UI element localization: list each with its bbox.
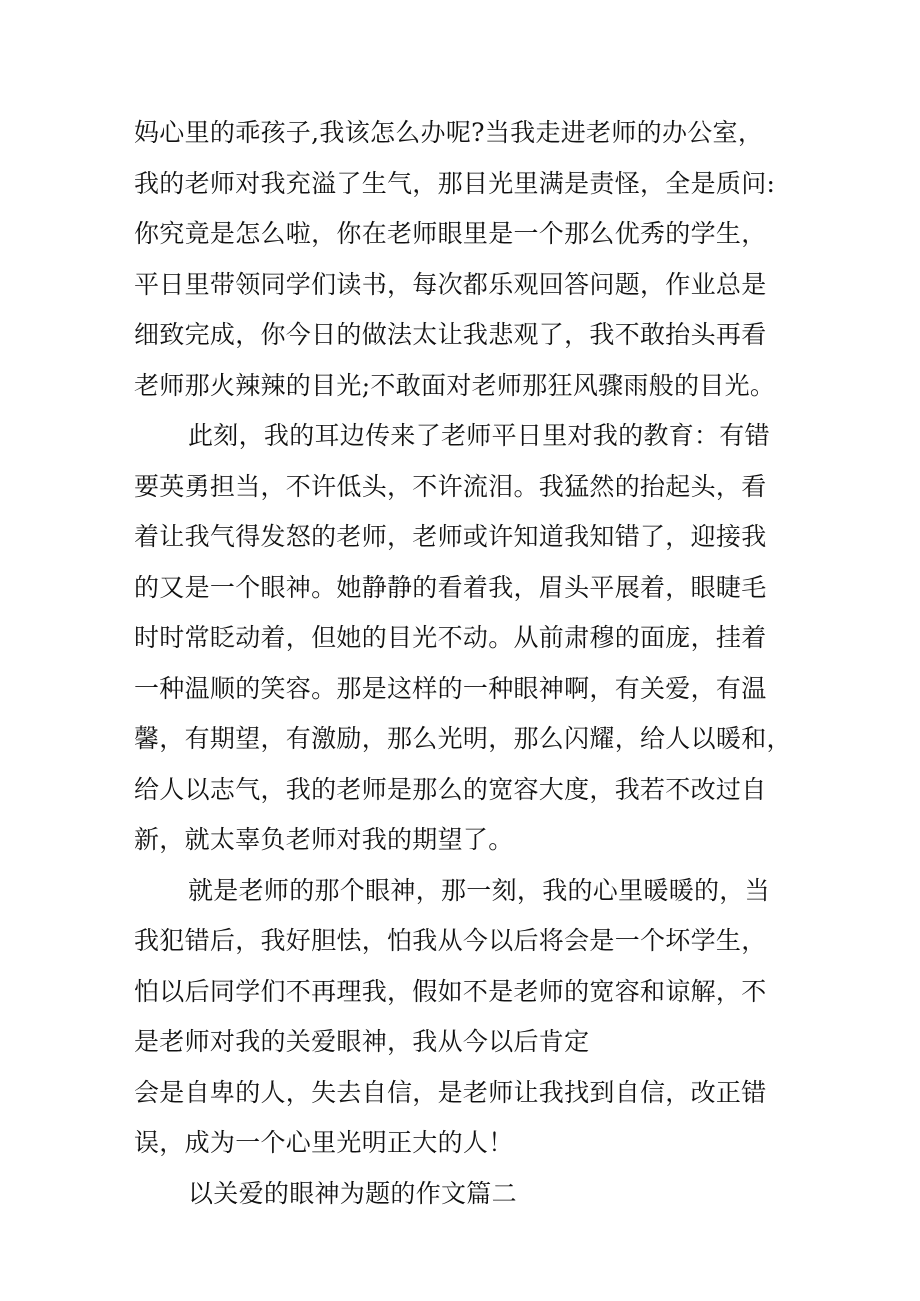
- text-line: 妈心里的乖孩子,我该怎么办呢?当我走进老师的办公室，: [134, 118, 764, 147]
- body-text: [134, 108, 794, 1219]
- text-line: 细致完成，你今日的做法太让我悲观了，我不敢抬头再看: [134, 320, 767, 349]
- text-line: 时时常眨动着，但她的目光不动。从前肃穆的面庞，挂着: [134, 623, 767, 652]
- text-line: 着让我气得发怒的老师，老师或许知道我知错了，迎接我: [134, 522, 767, 551]
- text-line: 怕以后同学们不再理我，假如不是老师的宽容和谅解，不: [134, 976, 767, 1006]
- text-line: 会是自卑的人，失去自信，是老师让我找到自信，改正错: [134, 1077, 767, 1107]
- text-line: 我的老师对我充溢了生气，那目光里满是责怪，全是质问:: [134, 168, 776, 198]
- text-line: 要英勇担当，不许低头，不许流泪。我猛然的抬起头，看: [134, 471, 767, 501]
- text-line: 一种温顺的笑容。那是这样的一种眼神啊，有关爱，有温: [134, 673, 767, 703]
- text-line: 我犯错后，我好胆怯，怕我从今以后将会是一个坏学生，: [134, 926, 767, 955]
- text-line: 你究竟是怎么啦，你在老师眼里是一个那么优秀的学生，: [134, 219, 767, 248]
- text-line: 新，就太辜负老师对我的期望了。: [134, 825, 514, 854]
- section-heading: 以关爱的眼神为题的作文篇二: [188, 1178, 517, 1208]
- text-line: 给人以志气，我的老师是那么的宽容大度，我若不改过自: [134, 774, 767, 804]
- text-line: 的又是一个眼神。她静静的看着我，眉头平展着，眼睫毛: [134, 572, 767, 602]
- text-line: 是老师对我的关爱眼神，我从今以后肯定: [134, 1027, 590, 1056]
- text-line: 馨，有期望，有激励，那么光明，那么闪耀，给人以暖和，: [134, 724, 792, 753]
- paragraph-start-line: 此刻，我的耳边传来了老师平日里对我的教育：有错: [188, 421, 770, 450]
- paragraph-start-line: 就是老师的那个眼神，那一刻，我的心里暖暖的，当: [188, 875, 770, 905]
- text-line: 老师那火辣辣的目光;不敢面对老师那狂风骤雨般的目光。: [134, 370, 776, 400]
- text-line: 误，成为一个心里光明正大的人！: [134, 1128, 514, 1157]
- text-line: 平日里带领同学们读书，每次都乐观回答问题，作业总是: [134, 269, 767, 299]
